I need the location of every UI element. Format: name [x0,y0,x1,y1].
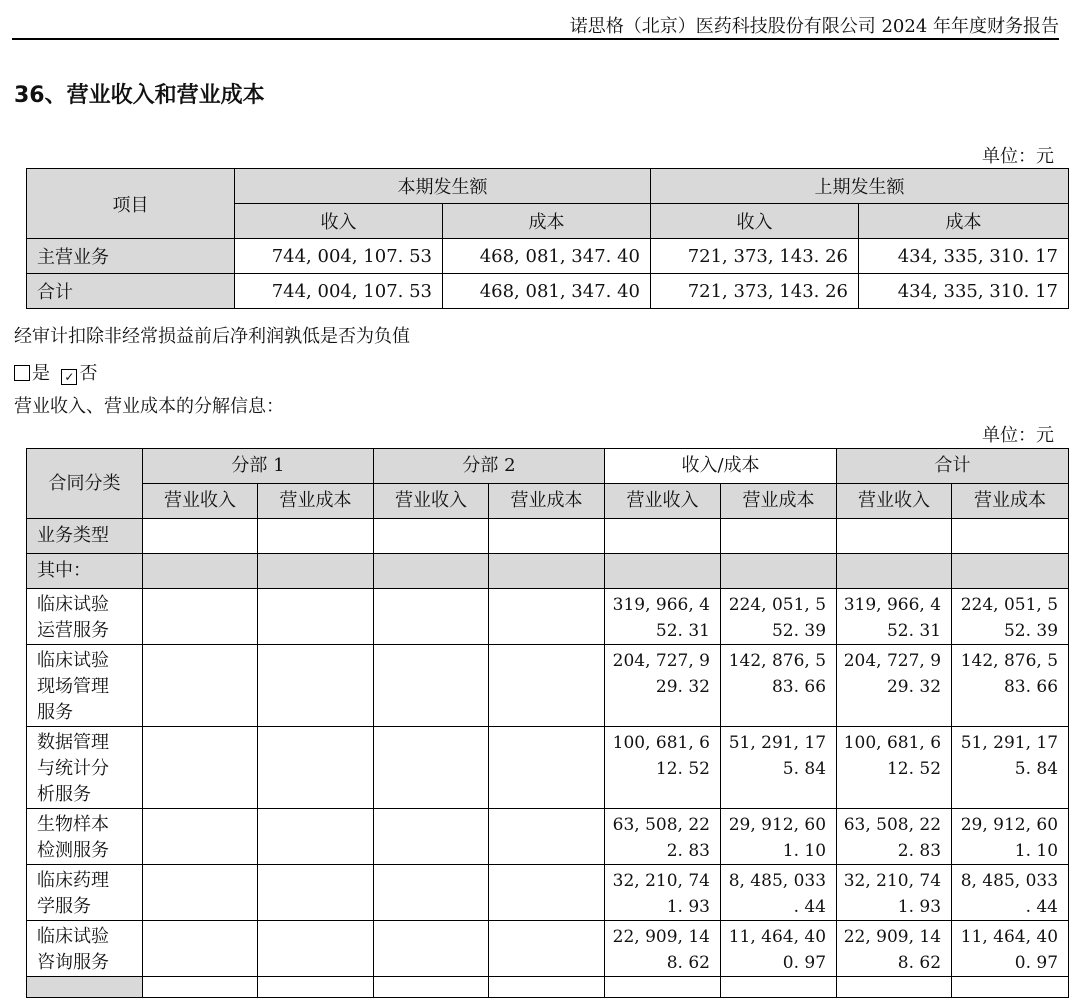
partial-cell [489,977,605,998]
empty-cell [143,727,258,809]
cell-line: 8, 485, 033 [728,871,827,891]
partial-cell [27,977,143,998]
cell-line: 8. 62 [897,953,942,973]
revenue-breakdown-table [26,448,1069,998]
cell-line: 临床药理 [37,870,109,891]
cell-line: 224, 051, 5 [960,595,1059,615]
service-label [27,645,143,727]
empty-cell [489,519,605,554]
table-row [27,921,1069,977]
total-cost-header: 营业成本 [952,484,1069,519]
cell-line: 学服务 [37,896,91,917]
empty-cell [143,589,258,645]
report-header-text: 诺思格（北京）医药科技股份有限公司 2024 年年度财务报告 [569,16,1059,37]
total-cost-cell [952,809,1069,865]
cell-line: 142, 876, 5 [728,651,827,671]
previous-cost-cell: 434, 335, 310. 17 [859,274,1069,309]
income-cost-cost-header: 营业成本 [721,484,837,519]
total-income-cell [837,809,952,865]
yes-no-options [14,359,97,385]
empty-cell [489,727,605,809]
cell-line: 29, 912, 60 [960,815,1059,835]
empty-cell [374,554,489,589]
cell-line: 22, 909, 14 [843,927,942,947]
yes-checkbox [14,365,30,381]
empty-cell [952,519,1069,554]
cost-cell [721,589,837,645]
empty-cell [605,554,721,589]
current-cost-cell: 468, 081, 347. 40 [443,239,651,274]
total-header: 合计 [837,449,1069,484]
cost-cell [721,865,837,921]
cell-line: . 44 [793,897,827,917]
cell-line: 63, 508, 22 [612,815,710,835]
partial-cell [952,977,1069,998]
empty-cell [143,519,258,554]
total-income-cell [837,727,952,809]
total-cost-cell [952,921,1069,977]
cell-line: 83. 66 [1003,677,1059,697]
total-cost-cell [952,865,1069,921]
service-label [27,865,143,921]
cell-line: 0. 97 [1014,953,1059,973]
total-cost-cell [952,645,1069,727]
cell-line: 52. 39 [771,621,827,641]
empty-cell [374,645,489,727]
empty-cell [605,519,721,554]
cell-line: 32, 210, 74 [843,871,942,891]
cell-line: 0. 97 [782,953,827,973]
income-cell [605,727,721,809]
service-label [27,727,143,809]
cell-line: 319, 966, 4 [612,595,710,615]
cell-line: 与统计分 [37,758,109,779]
empty-cell [837,519,952,554]
among-row [27,554,1069,589]
cell-line: . 44 [1025,897,1059,917]
table-row [27,274,1069,309]
cell-line: 数据管理 [37,732,109,753]
empty-cell [489,865,605,921]
total-cost-cell [952,727,1069,809]
cell-line: 咨询服务 [37,952,109,973]
total-income-cell [837,865,952,921]
income-cell [605,865,721,921]
cell-line: 临床试验 [37,594,109,615]
total-income-cell [837,645,952,727]
cell-line: 运营服务 [37,620,109,641]
previous-cost-cell: 434, 335, 310. 17 [859,239,1069,274]
previous-income-header: 收入 [651,204,859,239]
cost-cell [721,809,837,865]
empty-cell [489,809,605,865]
partial-next-row [27,977,1069,998]
breakdown-label: 营业收入、营业成本的分解信息： [14,396,284,417]
empty-cell [143,554,258,589]
income-cell [605,589,721,645]
segment-1-income-header: 营业收入 [143,484,258,519]
table-row [27,645,1069,727]
income-cell [605,809,721,865]
empty-cell [258,727,374,809]
cell-line: 8. 62 [666,953,710,973]
cell-line: 32, 210, 74 [612,871,710,891]
empty-cell [258,519,374,554]
segment-2-cost-header: 营业成本 [489,484,605,519]
table-row [27,589,1069,645]
among-label: 其中： [27,554,143,589]
empty-cell [258,589,374,645]
empty-cell [489,645,605,727]
contract-category-header: 合同分类 [27,449,143,519]
cell-line: 检测服务 [37,840,109,861]
empty-cell [489,921,605,977]
cell-line: 204, 727, 9 [843,651,942,671]
cell-line: 1. 93 [666,897,710,917]
partial-cell [605,977,721,998]
empty-cell [837,554,952,589]
table-row [27,809,1069,865]
empty-cell [374,589,489,645]
cell-line: 29, 912, 60 [728,815,827,835]
empty-cell [143,921,258,977]
current-cost-cell: 468, 081, 347. 40 [443,274,651,309]
service-label [27,809,143,865]
partial-cell [837,977,952,998]
cell-line: 现场管理 [37,676,109,697]
report-header [12,0,1059,40]
cell-line: 204, 727, 9 [612,651,710,671]
cell-line: 临床试验 [37,650,109,671]
cell-line: 服务 [37,702,73,723]
cell-line: 12. 52 [886,759,942,779]
current-income-cell: 744, 004, 107. 53 [235,274,443,309]
cell-line: 2. 83 [666,841,710,861]
cell-line: 22, 909, 14 [612,927,710,947]
cell-line: 52. 31 [655,621,710,641]
empty-cell [258,645,374,727]
segment-2-header: 分部 2 [374,449,605,484]
cell-line: 51, 291, 17 [728,733,827,753]
income-cost-income-header: 营业收入 [605,484,721,519]
current-income-cell: 744, 004, 107. 53 [235,239,443,274]
cell-line: 29. 32 [886,677,942,697]
cell-line: 63, 508, 22 [843,815,942,835]
cell-line: 1. 10 [1014,841,1059,861]
segment-2-income-header: 营业收入 [374,484,489,519]
table-row [27,727,1069,809]
business-type-label: 业务类型 [27,519,143,554]
unit-label-2: 单位：元 [982,425,1054,446]
empty-cell [374,921,489,977]
cell-line: 52. 31 [886,621,942,641]
revenue-cost-table [26,168,1069,309]
business-type-row [27,519,1069,554]
cell-line: 29. 32 [655,677,710,697]
yes-label: 是 [32,363,50,384]
empty-cell [489,554,605,589]
total-income-header: 营业收入 [837,484,952,519]
no-label: 否 [79,363,98,384]
cell-line: 生物样本 [37,814,109,835]
income-cell [605,921,721,977]
cell-line: 2. 83 [897,841,942,861]
cost-cell [721,921,837,977]
cell-line: 12. 52 [655,759,710,779]
cell-line: 224, 051, 5 [728,595,827,615]
cell-line: 临床试验 [37,926,109,947]
empty-cell [374,727,489,809]
income-cell [605,645,721,727]
segment-1-header: 分部 1 [143,449,374,484]
cell-line: 142, 876, 5 [960,651,1059,671]
negative-profit-question: 经审计扣除非经常损益前后净利润孰低是否为负值 [14,326,410,347]
service-label [27,921,143,977]
total-income-cell [837,921,952,977]
no-checkbox: ✓ [61,369,77,385]
row-label: 主营业务 [27,239,235,274]
empty-cell [258,809,374,865]
cell-line: 100, 681, 6 [843,733,942,753]
cost-cell [721,727,837,809]
cell-line: 析服务 [37,784,91,805]
cell-line: 1. 10 [782,841,827,861]
cell-line: 5. 84 [1014,759,1059,779]
row-label: 合计 [27,274,235,309]
cost-cell [721,645,837,727]
cell-line: 52. 39 [1003,621,1059,641]
cell-line: 8, 485, 033 [960,871,1059,891]
empty-cell [374,809,489,865]
previous-income-cell: 721, 373, 143. 26 [651,239,859,274]
previous-period-header: 上期发生额 [651,169,1069,204]
current-income-header: 收入 [235,204,443,239]
empty-cell [258,865,374,921]
partial-cell [143,977,258,998]
empty-cell [721,519,837,554]
cell-line: 5. 84 [782,759,827,779]
current-period-header: 本期发生额 [235,169,651,204]
partial-cell [721,977,837,998]
cell-line: 100, 681, 6 [612,733,710,753]
previous-cost-header: 成本 [859,204,1069,239]
income-cost-header: 收入/成本 [605,449,837,484]
section-title: 36、营业收入和营业成本 [14,83,265,108]
empty-cell [721,554,837,589]
total-income-cell [837,589,952,645]
cell-line: 11, 464, 40 [728,927,827,947]
partial-cell [258,977,374,998]
partial-cell [374,977,489,998]
empty-cell [374,865,489,921]
table-row [27,239,1069,274]
previous-income-cell: 721, 373, 143. 26 [651,274,859,309]
cell-line: 1. 93 [897,897,942,917]
cell-line: 319, 966, 4 [843,595,942,615]
empty-cell [143,645,258,727]
table-row [27,865,1069,921]
cell-line: 83. 66 [771,677,827,697]
unit-label: 单位：元 [982,146,1054,167]
empty-cell [952,554,1069,589]
item-header: 项目 [27,169,235,239]
service-label [27,589,143,645]
empty-cell [258,921,374,977]
empty-cell [258,554,374,589]
empty-cell [143,865,258,921]
empty-cell [489,589,605,645]
cell-line: 51, 291, 17 [960,733,1059,753]
total-cost-cell [952,589,1069,645]
empty-cell [143,809,258,865]
cell-line: 11, 464, 40 [960,927,1059,947]
segment-1-cost-header: 营业成本 [258,484,374,519]
current-cost-header: 成本 [443,204,651,239]
empty-cell [374,519,489,554]
